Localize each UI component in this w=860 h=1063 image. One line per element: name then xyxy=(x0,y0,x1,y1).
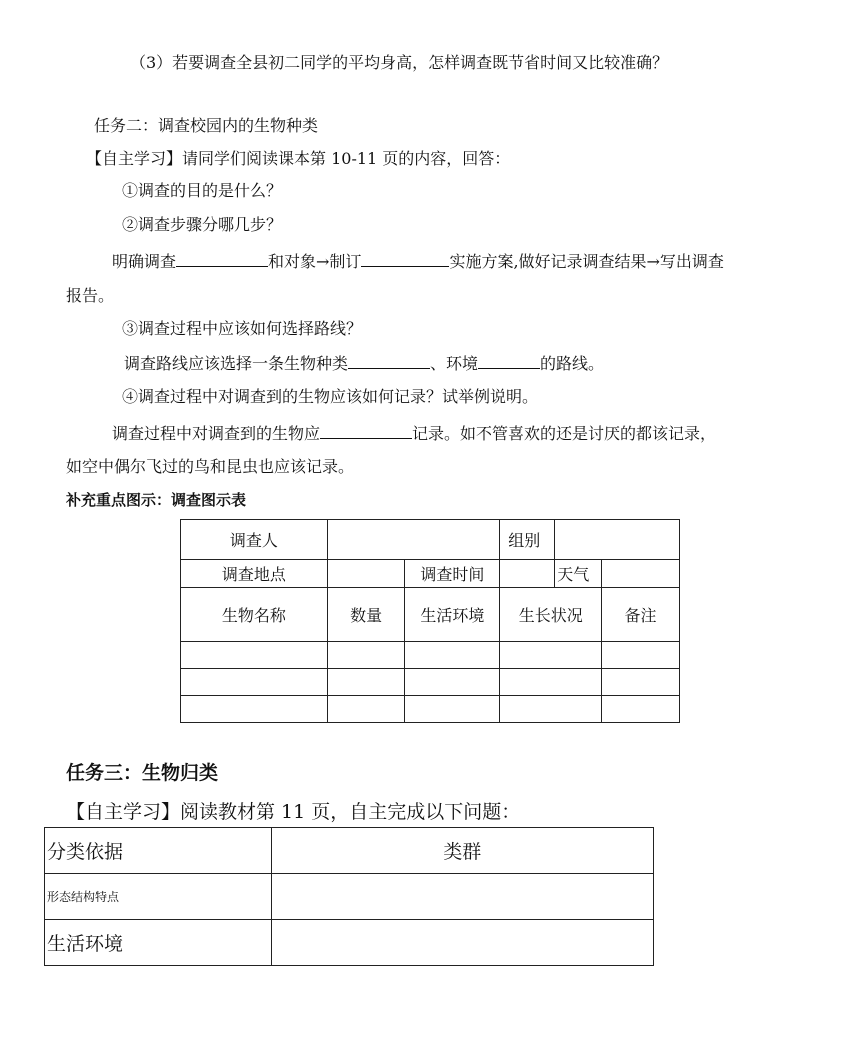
investigator-label: 调查人 xyxy=(181,520,328,560)
task2-q2: ②调查步骤分哪几步？ xyxy=(122,215,283,234)
header-cell: 备注 xyxy=(602,588,680,642)
record-text-a: 调查过程中对调查到的生物应 xyxy=(112,424,321,443)
supplement-title: 补充重点图示：调查图示表 xyxy=(66,491,247,509)
task2-intro: 【自主学习】请同学们阅读课本第 10-11 页的内容，回答： xyxy=(86,149,511,168)
group-cell[interactable] xyxy=(555,520,680,560)
question-3: （3）若要调查全县初二同学的平均身高，怎样调查既节省时间又比较准确？ xyxy=(130,53,669,72)
route-text-c: 的路线。 xyxy=(540,354,605,373)
record-line-cont: 如空中偶尔飞过的鸟和昆虫也应该记录。 xyxy=(66,457,355,476)
morphology-cell[interactable] xyxy=(271,874,653,920)
route-line xyxy=(124,352,604,375)
header-cell: 数量 xyxy=(327,588,405,642)
task2-q1: ①调查的目的是什么？ xyxy=(122,181,283,200)
steps-line xyxy=(112,250,724,273)
row-habitat: 生活环境 xyxy=(45,920,272,966)
header-cell: 生活环境 xyxy=(405,588,500,642)
classification-table xyxy=(44,827,654,966)
fill-blank[interactable] xyxy=(348,352,430,369)
investigator-cell[interactable] xyxy=(327,520,500,560)
fill-blank[interactable] xyxy=(478,352,540,369)
time-label: 调查时间 xyxy=(405,560,500,588)
header-cell: 生物名称 xyxy=(181,588,328,642)
record-text-b: 记录。如不管喜欢的还是讨厌的都该记录， xyxy=(412,424,717,443)
time-cell[interactable] xyxy=(500,560,555,588)
task3-title-text: 任务三：生物归类 xyxy=(66,762,219,784)
steps-text-b: 和对象→制订 xyxy=(268,252,362,271)
survey-table xyxy=(180,519,680,723)
task3-title xyxy=(66,762,218,784)
task2-q3: ③调查过程中应该如何选择路线？ xyxy=(122,319,363,338)
steps-line-cont: 报告。 xyxy=(66,286,115,305)
weather-cell[interactable] xyxy=(602,560,680,588)
table-row xyxy=(181,642,680,669)
col-header-group: 类群 xyxy=(271,828,653,874)
location-cell[interactable] xyxy=(327,560,405,588)
location-label: 调查地点 xyxy=(181,560,328,588)
steps-text-a: 明确调查 xyxy=(112,252,177,271)
row-morphology: 形态结构特点 xyxy=(45,874,272,920)
fill-blank[interactable] xyxy=(176,250,268,267)
table-row xyxy=(181,696,680,723)
fill-blank[interactable] xyxy=(361,250,449,267)
fill-blank[interactable] xyxy=(320,422,412,439)
route-text-b: 、环境 xyxy=(430,354,479,373)
task3-intro: 【自主学习】阅读教材第 11 页，自主完成以下问题： xyxy=(66,801,521,823)
task2-title: 任务二：调查校园内的生物种类 xyxy=(94,116,319,135)
task2-q4: ④调查过程中对调查到的生物应该如何记录？试举例说明。 xyxy=(122,387,539,406)
group-label: 组别 xyxy=(500,520,555,560)
route-text-a: 调查路线应该选择一条生物种类 xyxy=(124,354,349,373)
col-header-basis: 分类依据 xyxy=(45,828,272,874)
weather-label: 天气 xyxy=(555,560,602,588)
header-cell: 生长状况 xyxy=(500,588,602,642)
habitat-cell[interactable] xyxy=(271,920,653,966)
record-line xyxy=(112,422,716,445)
table-row xyxy=(181,669,680,696)
steps-text-c: 实施方案,做好记录调查结果→写出调查 xyxy=(449,252,724,271)
